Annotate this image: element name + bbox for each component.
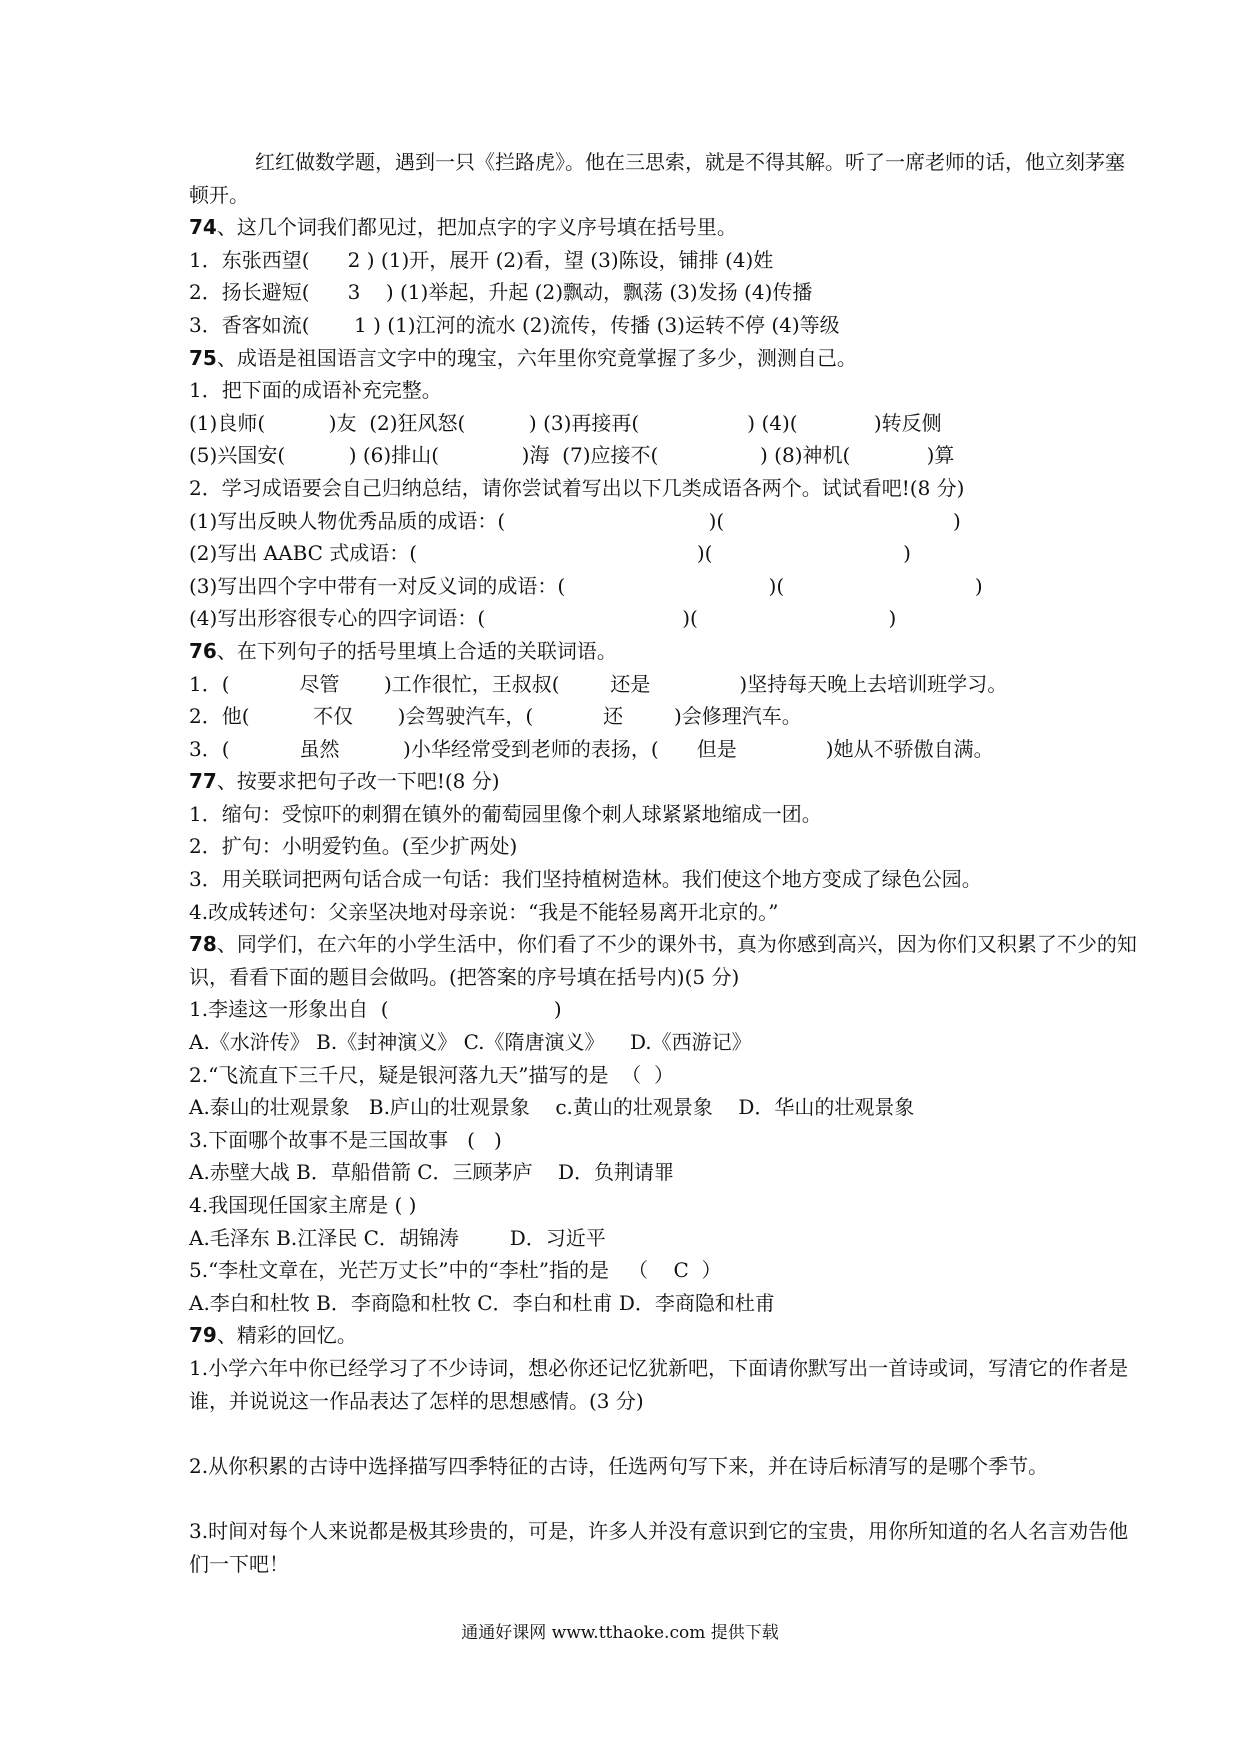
question-78-line-10: A.李白和杜牧 B．李商隐和杜牧 C．李白和杜甫 D．李商隐和杜甫 (189, 1290, 775, 1315)
question-76-item-1: 1．( 尽管 )工作很忙，王叔叔( 还是 )坚持每天晚上去培训班学习。 (189, 671, 1008, 696)
question-75-line-2: (1)良师( )友 (2)狂风怒( ) (3)再接再( ) (4)( )转反侧 (189, 410, 942, 435)
question-75-title: 、成语是祖国语言文字中的瑰宝，六年里你究竟掌握了多少，测测自己。 (216, 345, 857, 370)
question-74-item-2: 2．扬长避短( 3 ) (1)举起，升起 (2)飘动，飘荡 (3)发扬 (4)传播 (189, 280, 813, 305)
question-79-part-3: 3.时间对每个人来说都是极其珍贵的，可是，许多人并没有意识到它的宝贵，用你所知道的名人名言劝告他们一下吧！ (189, 1518, 1129, 1576)
intro-paragraph: 红红做数学题，遇到一只《拦路虎》。他在三思索，就是不得其解。听了一席老师的话，他立刻茅塞顿开。 (189, 150, 1125, 207)
question-78-number: 78 (189, 932, 217, 957)
question-75-line-3: (5)兴国安( ) (6)排山( )海 (7)应接不( ) (8)神机( )算 (189, 443, 955, 468)
question-74-number: 74 (189, 215, 217, 240)
question-75-line-1: 1．把下面的成语补充完整。 (189, 378, 442, 403)
question-79-title: 、精彩的回忆。 (216, 1323, 357, 1348)
question-75-line-7: (3)写出四个字中带有一对反义词的成语：( )( ) (189, 573, 983, 598)
question-76-item-3: 3．( 虽然 )小华经常受到老师的表扬，( 但是 )她从不骄傲自满。 (189, 736, 994, 761)
question-78-line-2: A.《水浒传》 B.《封神演义》 C.《隋唐演义》 D.《西游记》 (189, 1030, 752, 1055)
question-75-line-6: (2)写出 AABC 式成语：( )( ) (189, 541, 911, 566)
question-77-item-2: 2．扩句：小明爱钓鱼。(至少扩两处) (189, 834, 518, 859)
question-76-number: 76 (189, 638, 217, 663)
question-75-line-5: (1)写出反映人物优秀品质的成语：( )( ) (189, 508, 961, 533)
question-79-part-1: 1.小学六年中你已经学习了不少诗词，想必你还记忆犹新吧，下面请你默写出一首诗或词，写清它的作者是谁，并说说这一作品表达了怎样的思想感情。(3 分) (189, 1355, 1129, 1413)
question-79-number: 79 (189, 1323, 217, 1348)
question-78-line-6: A.赤壁大战 B．草船借箭 C．三顾茅庐 D．负荆请罪 (189, 1160, 674, 1185)
answer-space-2 (189, 1482, 1139, 1515)
question-78-heading (189, 928, 1139, 993)
question-75-number: 75 (189, 345, 217, 370)
question-78-line-7: 4.我国现任国家主席是 ( ) (189, 1193, 417, 1217)
question-77-item-1: 1．缩句：受惊吓的刺猬在镇外的葡萄园里像个刺人球紧紧地缩成一团。 (189, 801, 822, 826)
question-78-line-8: A.毛泽东 B.江泽民 C．胡锦涛 D．习近平 (189, 1225, 606, 1250)
page-content (189, 146, 1139, 1580)
question-76-heading (189, 635, 1139, 668)
question-74-heading (189, 211, 1139, 244)
question-74-title: 、这几个词我们都见过，把加点字的字义序号填在括号里。 (216, 215, 737, 240)
question-78-title: 、同学们，在六年的小学生活中，你们看了不少的课外书，真为你感到高兴，因为你们又积累了不少的知识，看看下面的题目会做吗。(把答案的序号填在括号内)(5 分) (189, 932, 1137, 989)
question-77-heading (189, 765, 1139, 798)
question-77-title: 、按要求把句子改一下吧!(8 分) (216, 769, 500, 794)
question-74-item-3: 3．香客如流( 1 ) (1)江河的流水 (2)流传，传播 (3)运转不停 (4)等级 (189, 312, 840, 337)
question-75-line-8: (4)写出形容很专心的四字词语：( )( ) (189, 606, 897, 631)
question-78-line-9: 5.“李杜文章在，光芒万丈长”中的“李杜”指的是 （ C ） (189, 1258, 722, 1283)
question-77-item-3: 3．用关联词把两句话合成一句话：我们坚持植树造林。我们使这个地方变成了绿色公园。 (189, 867, 982, 892)
question-77-item-4: 4.改成转述句：父亲坚决地对母亲说：“我是不能轻易离开北京的。” (189, 899, 779, 924)
question-79-part-2: 2.从你积累的古诗中选择描写四季特征的古诗，任选两句写下来，并在诗后标清写的是哪个季节。 (189, 1453, 1049, 1478)
page-footer: 通通好课网 www.tthaoke.com 提供下载 (461, 1623, 779, 1643)
answer-space-1 (189, 1417, 1139, 1450)
question-76-item-2: 2．他( 不仅 )会驾驶汽车，( 还 )会修理汽车。 (189, 704, 802, 729)
question-75-line-4: 2．学习成语要会自己归纳总结，请你尝试着写出以下几类成语各两个。试试看吧!(8 分) (189, 475, 965, 500)
question-78-line-4: A.泰山的壮观景象 B.庐山的壮观景象 c.黄山的壮观景象 D．华山的壮观景象 (189, 1095, 915, 1120)
question-76-title: 、在下列句子的括号里填上合适的关联词语。 (216, 638, 617, 663)
question-75-heading (189, 342, 1139, 375)
question-78-line-5: 3.下面哪个故事不是三国故事 ( ) (189, 1127, 502, 1152)
question-78-line-3: 2.“飞流直下三千尺，疑是银河落九天”描写的是 （ ） (189, 1062, 674, 1087)
question-77-number: 77 (189, 769, 217, 794)
question-79-heading (189, 1319, 1139, 1352)
question-78-line-1: 1.李逵这一形象出自 ( ) (189, 997, 562, 1022)
question-74-item-1: 1．东张西望( 2 ) (1)开，展开 (2)看，望 (3)陈设，铺排 (4)姓 (189, 247, 774, 272)
